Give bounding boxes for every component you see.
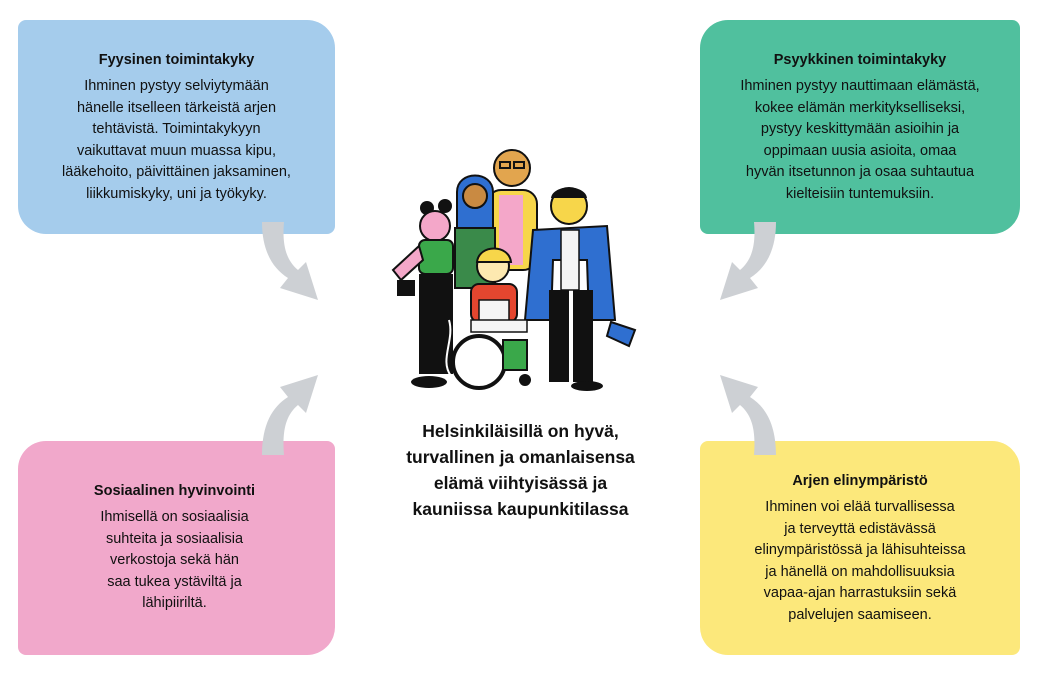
person-right-icon (525, 188, 635, 392)
group-of-people-illustration (375, 140, 645, 400)
center-caption: Helsinkiläisillä on hyvä, turvallinen ja omanlaisensa elämä viihtyisässä ja kauniissa kaupunkitilassa (406, 421, 635, 519)
psychological-functioning-text: Ihminen pystyy nauttimaan elämästä, kokee elämän merkitykselliseksi, pystyy keskittymään asioihin ja oppimaan uusia asioita, omaa hyvän itsetunnon ja osaa suhtautua kielteisiin tuntemuksiin. (740, 78, 980, 202)
arrow-top-right-icon (720, 222, 776, 300)
person-left-icon (393, 199, 453, 388)
arrow-bottom-right-icon (720, 375, 776, 455)
psychological-functioning-title: Psyykkinen toimintakyky (773, 52, 947, 68)
physical-functioning-text: Ihminen pystyy selviytymään hänelle itselleen tärkeistä arjen tehtävistä. Toimintakykyyn vaikuttavat muun muassa kipu, lääkehoito, päivittäinen jaksaminen, liikkumiskyky, uni ja työkyky. (62, 78, 291, 202)
physical-functioning-title: Fyysinen toimintakyky (98, 52, 255, 68)
arrow-top-left-icon (262, 222, 318, 300)
social-wellbeing-title: Sosiaalinen hyvinvointi (93, 483, 256, 499)
arrow-bottom-left-icon (262, 375, 318, 455)
living-environment-title: Arjen elinympäristö (792, 473, 928, 489)
living-environment-text: Ihminen voi elää turvallisessa ja terveyttä edistävässä elinympäristössä ja lähisuhteissa ja hänellä on mahdollisuuksia vapaa-ajan harrastuksiin sekä palvelujen saamiseen. (754, 499, 966, 623)
social-wellbeing-text: Ihmisellä on sosiaalisia suhteita ja sosiaalisia verkostoja sekä hän saa tukea ystäviltä ja lähipiiriltä. (100, 509, 249, 612)
